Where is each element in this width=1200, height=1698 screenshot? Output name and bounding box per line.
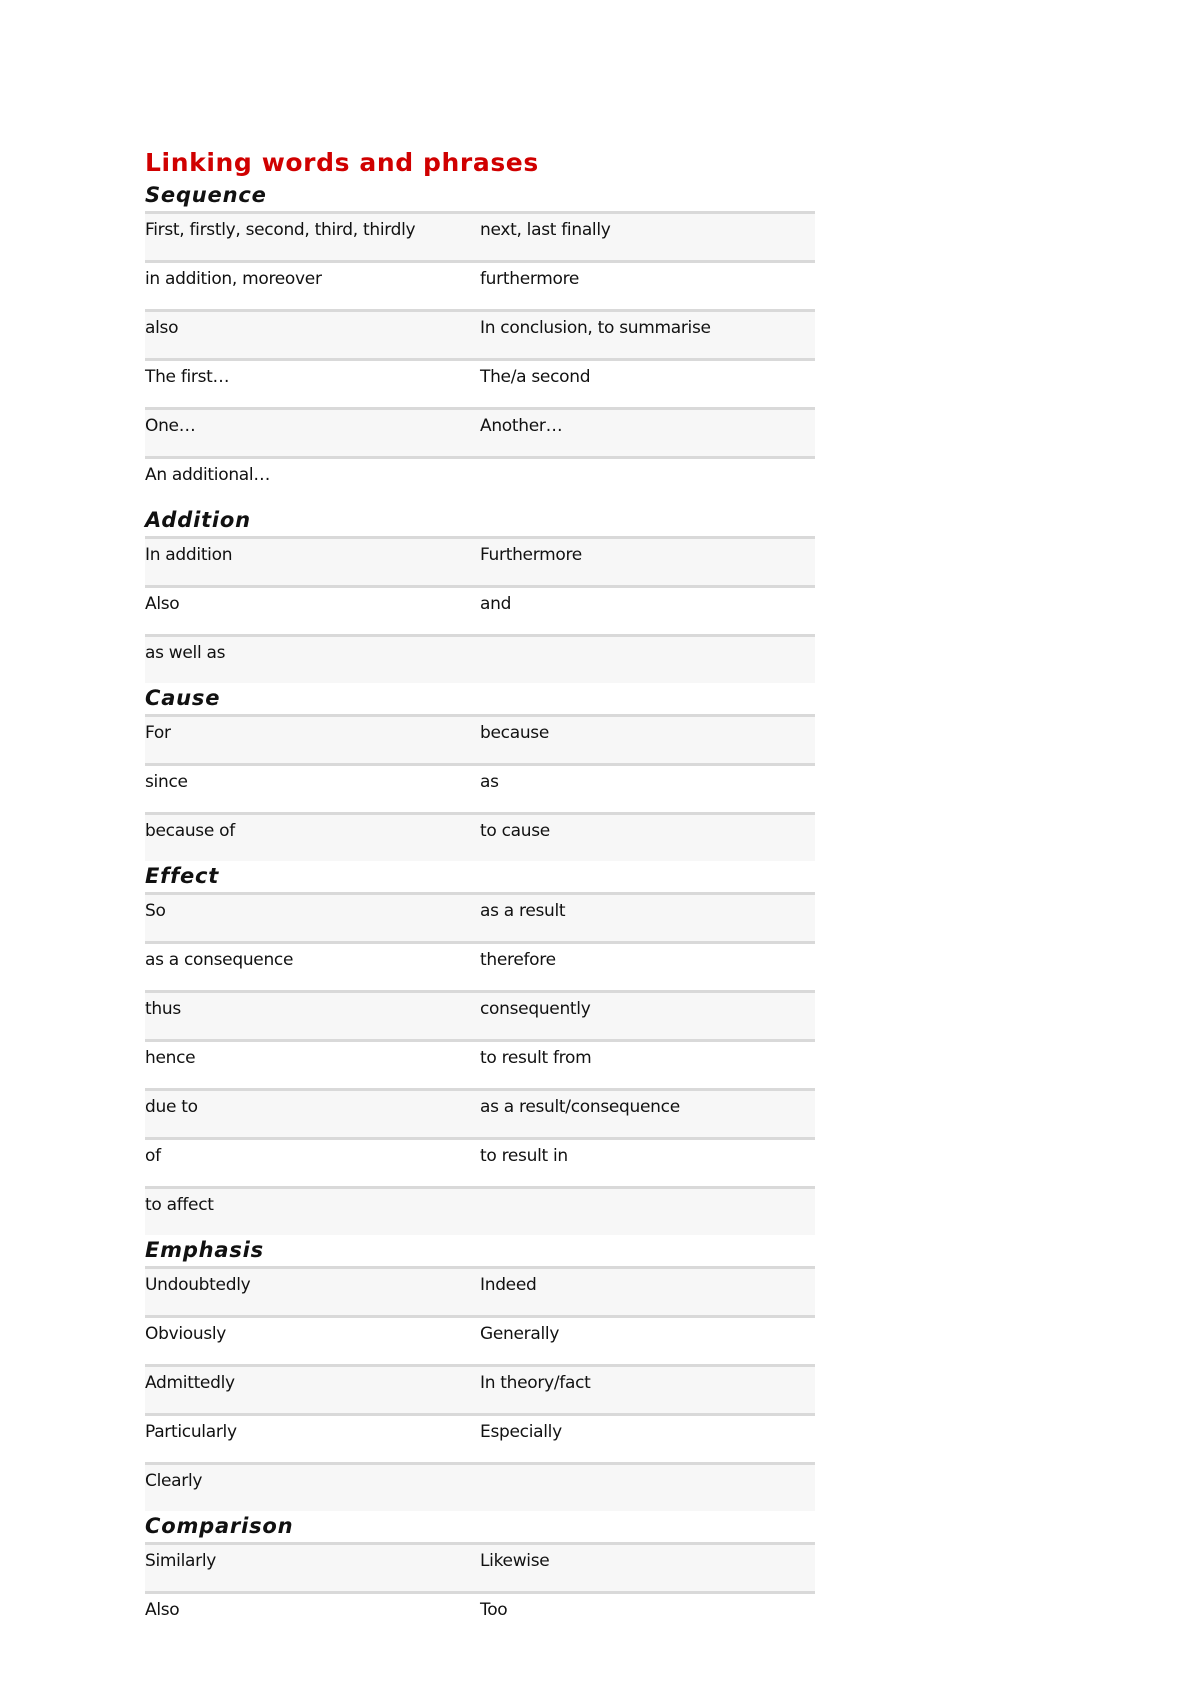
- section-heading-addition: Addition: [145, 508, 251, 532]
- section-heading-emphasis: Emphasis: [145, 1238, 264, 1262]
- table-cell: Generally: [480, 1317, 815, 1366]
- table-cell: of: [145, 1139, 480, 1188]
- table-row: [145, 360, 815, 409]
- linking-table-effect: [145, 892, 815, 1235]
- linking-table-addition: [145, 536, 815, 683]
- table-cell: also: [145, 311, 480, 360]
- table-cell: thus: [145, 992, 480, 1041]
- table-cell: to result in: [480, 1139, 815, 1188]
- table-row: [145, 765, 815, 814]
- table-cell: Undoubtedly: [145, 1268, 480, 1317]
- table-row: [145, 1593, 815, 1641]
- table-cell: Too: [480, 1593, 815, 1641]
- table-cell: In conclusion, to summarise: [480, 311, 815, 360]
- table-cell: One…: [145, 409, 480, 458]
- table-cell: Furthermore: [480, 538, 815, 587]
- section-heading-effect: Effect: [145, 864, 220, 888]
- table-cell: Especially: [480, 1415, 815, 1464]
- table-row: [145, 1090, 815, 1139]
- table-cell: The first…: [145, 360, 480, 409]
- table-cell: because of: [145, 814, 480, 862]
- table-cell: Obviously: [145, 1317, 480, 1366]
- table-cell: So: [145, 894, 480, 943]
- table-row: [145, 943, 815, 992]
- table-row: [145, 894, 815, 943]
- linking-table-sequence: [145, 211, 815, 505]
- table-cell: Admittedly: [145, 1366, 480, 1415]
- table-row: [145, 1139, 815, 1188]
- document-title: Linking words and phrases: [145, 148, 539, 177]
- table-cell: [480, 458, 815, 506]
- table-cell: Clearly: [145, 1464, 480, 1512]
- table-cell: The/a second: [480, 360, 815, 409]
- table-row: [145, 1464, 815, 1512]
- table-cell: In theory/fact: [480, 1366, 815, 1415]
- linking-table-cause: [145, 714, 815, 861]
- table-cell: Likewise: [480, 1544, 815, 1593]
- table-row: [145, 992, 815, 1041]
- table-row: [145, 538, 815, 587]
- table-cell: to result from: [480, 1041, 815, 1090]
- table-cell: to affect: [145, 1188, 480, 1236]
- table-row: [145, 1268, 815, 1317]
- table-cell: next, last finally: [480, 213, 815, 262]
- document-page: [145, 146, 815, 1640]
- table-cell: furthermore: [480, 262, 815, 311]
- table-cell: [480, 1188, 815, 1236]
- table-cell: as a result/consequence: [480, 1090, 815, 1139]
- section-heading-sequence: Sequence: [145, 183, 267, 207]
- table-row: [145, 1544, 815, 1593]
- table-row: [145, 636, 815, 684]
- linking-table-emphasis: [145, 1266, 815, 1511]
- table-cell: In addition: [145, 538, 480, 587]
- table-cell: in addition, moreover: [145, 262, 480, 311]
- table-cell: Particularly: [145, 1415, 480, 1464]
- sections-container: [145, 180, 815, 1640]
- table-cell: because: [480, 716, 815, 765]
- table-row: [145, 1415, 815, 1464]
- table-cell: consequently: [480, 992, 815, 1041]
- table-cell: due to: [145, 1090, 480, 1139]
- table-row: [145, 1188, 815, 1236]
- table-cell: and: [480, 587, 815, 636]
- table-cell: therefore: [480, 943, 815, 992]
- table-row: [145, 458, 815, 506]
- table-cell: as a consequence: [145, 943, 480, 992]
- table-row: [145, 1041, 815, 1090]
- table-cell: to cause: [480, 814, 815, 862]
- table-cell: as: [480, 765, 815, 814]
- table-row: [145, 311, 815, 360]
- table-row: [145, 814, 815, 862]
- table-cell: since: [145, 765, 480, 814]
- table-row: [145, 1366, 815, 1415]
- table-row: [145, 587, 815, 636]
- table-cell: as well as: [145, 636, 480, 684]
- table-cell: For: [145, 716, 480, 765]
- table-row: [145, 213, 815, 262]
- table-cell: First, firstly, second, third, thirdly: [145, 213, 480, 262]
- table-cell: Another…: [480, 409, 815, 458]
- table-cell: [480, 1464, 815, 1512]
- table-row: [145, 409, 815, 458]
- table-cell: as a result: [480, 894, 815, 943]
- table-cell: hence: [145, 1041, 480, 1090]
- table-row: [145, 716, 815, 765]
- section-heading-comparison: Comparison: [145, 1514, 294, 1538]
- section-heading-cause: Cause: [145, 686, 221, 710]
- table-cell: Also: [145, 1593, 480, 1641]
- table-cell: Similarly: [145, 1544, 480, 1593]
- table-cell: Indeed: [480, 1268, 815, 1317]
- table-row: [145, 1317, 815, 1366]
- linking-table-comparison: [145, 1542, 815, 1640]
- table-cell: Also: [145, 587, 480, 636]
- table-cell: An additional…: [145, 458, 480, 506]
- table-row: [145, 262, 815, 311]
- table-cell: [480, 636, 815, 684]
